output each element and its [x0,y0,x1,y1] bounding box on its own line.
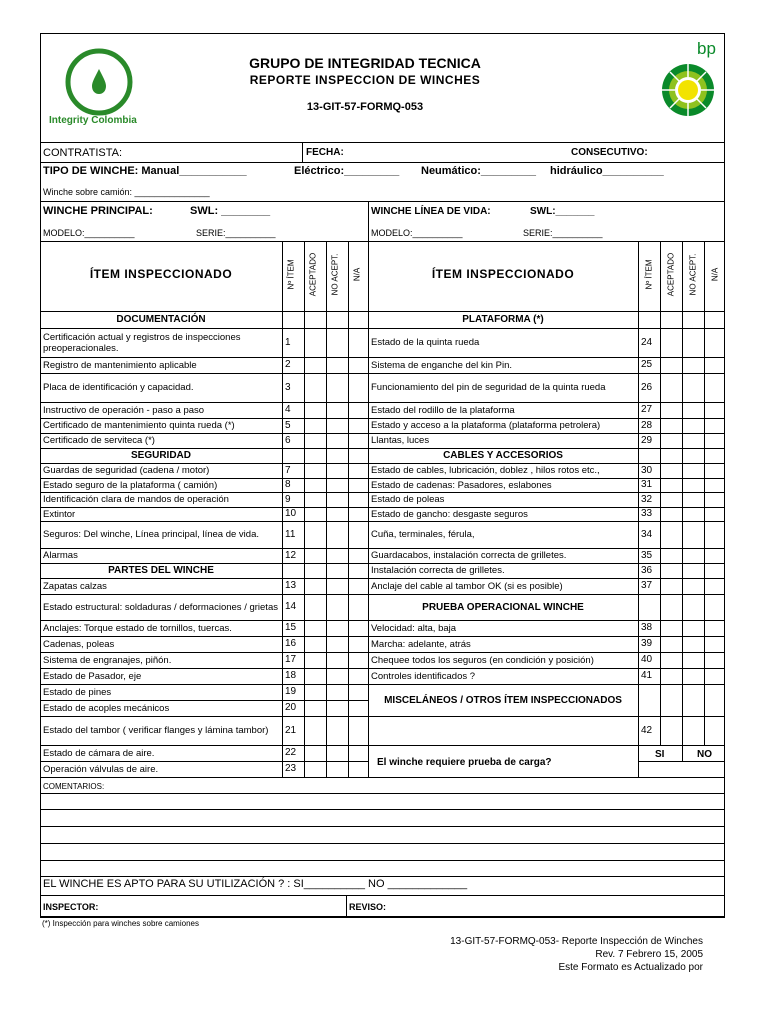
left-checkbox-aceptado[interactable] [305,329,326,357]
left-checkbox-no-aceptado[interactable] [327,701,348,716]
left-item-number: 3 [285,381,291,393]
left-checkbox-na[interactable] [349,403,368,418]
swl-right: SWL:_______ [530,206,595,217]
report-title: REPORTE INSPECCION DE WINCHES [249,73,481,87]
right-checkbox-na[interactable] [705,464,725,478]
right-checkbox-na[interactable] [705,419,725,433]
right-checkbox-aceptado[interactable] [661,549,682,563]
left-item-number: 22 [285,747,297,758]
left-item-number: 14 [285,601,297,612]
left-checkbox-na[interactable] [349,637,368,652]
left-checkbox-no-aceptado[interactable] [327,493,348,507]
right-checkbox-na[interactable] [705,493,725,507]
left-checkbox-no-aceptado[interactable] [327,464,348,478]
right-section-heading: CABLES Y ACCESORIOS [443,450,563,461]
left-checkbox-aceptado[interactable] [305,579,326,594]
left-item-number: 12 [285,549,297,561]
left-checkbox-no-aceptado[interactable] [327,579,348,594]
left-checkbox-na[interactable] [349,746,368,761]
left-item-text: Extintor [43,508,76,520]
right-checkbox-aceptado[interactable] [661,637,682,652]
left-checkbox-aceptado[interactable] [305,746,326,761]
na-header-left: N/A [352,267,362,282]
left-item-number: 10 [285,508,297,519]
right-item-number: 31 [641,479,653,490]
left-section-heading: DOCUMENTACIÓN [116,314,206,325]
right-item-number: 34 [641,528,653,540]
left-checkbox-na[interactable] [349,549,368,563]
integrity-logo [47,45,152,129]
right-checkbox-no-aceptado[interactable] [683,564,704,578]
right-checkbox-no-aceptado[interactable] [683,508,704,521]
right-checkbox-aceptado[interactable] [661,669,682,684]
left-checkbox-no-aceptado[interactable] [327,717,348,745]
right-item-number: 40 [641,654,653,665]
winche-linea-vida: WINCHE LÍNEA DE VIDA: [371,206,491,217]
right-item-text: Estado de gancho: desgaste seguros [371,508,528,520]
inspector-label: INSPECTOR: [43,902,99,912]
right-checkbox-aceptado[interactable] [661,522,682,548]
right-item-text: Estado de cadenas: Pasadores, eslabones [371,479,552,491]
noacept-header-left: NO ACEPT. [330,253,340,296]
left-checkbox-na[interactable] [349,374,368,402]
right-checkbox-no-aceptado[interactable] [683,579,704,594]
right-checkbox-aceptado[interactable] [661,479,682,492]
right-checkbox-na[interactable] [705,549,725,563]
right-item-text: Funcionamiento del pin de seguridad de la quinta rueda [371,382,606,393]
left-checkbox-na[interactable] [349,653,368,668]
noacept-header-right: NO ACEPT. [688,253,698,296]
right-item-number: 33 [641,508,653,519]
right-checkbox-aceptado[interactable] [661,403,682,418]
right-section-heading: PRUEBA OPERACIONAL WINCHE [422,601,584,613]
right-checkbox-na[interactable] [705,329,725,357]
right-checkbox-na[interactable] [705,579,725,594]
left-item-number: 13 [285,580,297,591]
left-checkbox-no-aceptado[interactable] [327,653,348,668]
form-code: 13-GIT-57-FORMQ-053 [306,101,424,113]
left-checkbox-no-aceptado[interactable] [327,374,348,402]
left-checkbox-aceptado[interactable] [305,701,326,716]
right-checkbox-aceptado[interactable] [661,564,682,578]
fecha-label: FECHA: [306,147,344,158]
left-checkbox-na[interactable] [349,595,368,620]
right-checkbox-na[interactable] [705,434,725,448]
right-checkbox-na[interactable] [705,508,725,521]
left-item-number: 5 [285,419,291,431]
left-checkbox-aceptado[interactable] [305,479,326,492]
prueba-carga-question: El winche requiere prueba de carga? [377,757,552,768]
right-item-text: Sistema de enganche del kin Pin. [371,359,513,371]
left-item-text: Estado de pines [43,686,112,698]
right-item-text: Estado de poleas [371,494,445,505]
right-checkbox-na[interactable] [705,717,725,745]
left-item-text: Anclajes: Torque estado de tornillos, tuercas. [43,622,232,634]
left-item-number: 2 [285,359,291,370]
item-header-left: ÍTEM INSPECCIONADO [89,267,233,281]
modelo-right: MODELO:__________ [371,228,463,238]
right-item-number: 35 [641,549,653,561]
left-checkbox-na[interactable] [349,358,368,373]
left-item-number: 7 [285,464,291,476]
right-item-number: 24 [641,336,653,348]
right-item-number: 25 [641,359,653,370]
left-item-text: Sistema de engranajes, piñón. [43,654,172,666]
tipo-hidraulico: hidráulico__________ [550,165,664,177]
left-checkbox-no-aceptado[interactable] [327,746,348,761]
right-checkbox-no-aceptado[interactable] [683,374,704,402]
left-checkbox-no-aceptado[interactable] [327,762,348,777]
right-item-text: Estado del rodillo de la plataforma [371,404,515,416]
left-item-text: Seguros: Del winche, Línea principal, línea de vida. [43,529,259,540]
num-header-right: Nº ÍTEM [644,259,654,290]
right-item-number: 32 [641,493,653,505]
right-item-text: Chequee todos los seguros (en condición y posición) [371,654,594,666]
right-checkbox-na[interactable] [705,403,725,418]
winche-principal: WINCHE PRINCIPAL: [43,205,153,217]
right-section-heading: MISCELÁNEOS / OTROS ÍTEM INSPECCIONADOS [384,694,622,706]
reviso-label: REVISO: [349,902,387,912]
left-item-text: Certificado de mantenimiento quinta rueda (*) [43,420,235,431]
right-checkbox-no-aceptado[interactable] [683,329,704,357]
right-checkbox-aceptado[interactable] [661,358,682,373]
company-title: GRUPO DE INTEGRIDAD TECNICA [249,55,481,71]
left-item-text: Guardas de seguridad (cadena / motor) [43,465,210,476]
right-section-heading: PLATAFORMA (*) [462,314,544,325]
left-item-number: 9 [285,493,291,505]
right-checkbox-no-aceptado[interactable] [683,358,704,373]
left-checkbox-aceptado[interactable] [305,419,326,433]
left-checkbox-no-aceptado[interactable] [327,434,348,448]
right-item-number: 36 [641,564,653,576]
left-checkbox-aceptado[interactable] [305,522,326,548]
left-checkbox-aceptado[interactable] [305,434,326,448]
left-checkbox-na[interactable] [349,464,368,478]
winche-camion: Winche sobre camión: _______________ [43,187,210,197]
left-item-text: Certificación actual y registros de inspecciones preoperacionales. [43,331,241,354]
right-checkbox-aceptado[interactable] [661,579,682,594]
left-checkbox-na[interactable] [349,479,368,492]
left-checkbox-aceptado[interactable] [305,508,326,521]
serie-right: SERIE:__________ [523,228,603,238]
left-checkbox-na[interactable] [349,493,368,507]
left-item-text: Alarmas [43,550,78,561]
left-item-text: Certificado de serviteca (*) [43,435,155,446]
left-checkbox-aceptado[interactable] [305,653,326,668]
right-item-text: Cuña, terminales, férula, [371,529,475,540]
right-item-text [371,717,635,744]
left-item-number: 17 [285,654,297,665]
right-checkbox-aceptado[interactable] [661,621,682,636]
left-item-text: Estado seguro de la plataforma ( camión) [43,479,218,491]
modelo-left: MODELO:__________ [43,228,135,238]
right-checkbox-na[interactable] [705,637,725,652]
left-section-heading: SEGURIDAD [130,450,191,461]
left-checkbox-na[interactable] [349,434,368,448]
left-checkbox-aceptado[interactable] [305,358,326,373]
right-item-text: Marcha: adelante, atrás [371,638,471,650]
left-checkbox-no-aceptado[interactable] [327,595,348,620]
right-item-number: 26 [641,381,653,393]
right-checkbox-na[interactable] [705,653,725,668]
left-checkbox-aceptado[interactable] [305,621,326,636]
tipo-electrico: Eléctrico:_________ [294,165,400,177]
right-checkbox-na[interactable] [705,669,725,684]
right-item-text: Estado y acceso a la plataforma (plataforma petrolera) [371,420,601,431]
left-checkbox-na[interactable] [349,508,368,521]
right-item-text: Anclaje del cable al tambor OK (si es posible) [371,580,563,592]
right-checkbox-no-aceptado[interactable] [683,403,704,418]
left-checkbox-aceptado[interactable] [305,595,326,620]
left-checkbox-na[interactable] [349,717,368,745]
right-checkbox-no-aceptado[interactable] [683,549,704,563]
left-item-text: Estado de Pasador, eje [43,670,142,682]
left-checkbox-no-aceptado[interactable] [327,685,348,700]
left-item-number: 15 [285,622,297,633]
left-checkbox-na[interactable] [349,685,368,700]
right-item-number: 29 [641,434,653,446]
apto-line: EL WINCHE ES APTO PARA SU UTILIZACIÓN ? : SI__________ NO _____________ [43,878,468,890]
bp-logo [655,38,725,120]
right-item-number: 41 [641,670,653,681]
right-checkbox-no-aceptado[interactable] [683,669,704,684]
left-checkbox-no-aceptado[interactable] [327,549,348,563]
right-checkbox-na[interactable] [705,479,725,492]
left-item-text: Placa de identificación y capacidad. [43,382,194,393]
left-item-text: Estado del tambor ( verificar flanges y lámina tambor) [43,725,269,736]
right-item-number: 30 [641,464,653,476]
right-checkbox-no-aceptado[interactable] [683,434,704,448]
comentarios-label: COMENTARIOS: [43,782,105,791]
left-checkbox-na[interactable] [349,329,368,357]
right-checkbox-no-aceptado[interactable] [683,479,704,492]
left-item-text: Cadenas, poleas [43,638,115,650]
right-item-number: 27 [641,404,653,415]
consecutivo-label: CONSECUTIVO: [571,147,648,158]
right-item-text: Velocidad: alta, baja [371,622,457,634]
left-checkbox-aceptado[interactable] [305,403,326,418]
left-checkbox-na[interactable] [349,579,368,594]
left-checkbox-no-aceptado[interactable] [327,329,348,357]
left-item-number: 4 [285,404,291,415]
left-item-text: Identificación clara de mandos de operación [43,494,229,505]
integrity-logo-text: Integrity Colombia [49,115,137,126]
right-checkbox-no-aceptado[interactable] [683,621,704,636]
footnote: (*) Inspección para winches sobre camiones [42,919,199,928]
left-item-text: Instructivo de operación - paso a paso [43,404,205,416]
aceptado-header-left: ACEPTADO [308,252,318,297]
right-item-number: 37 [641,580,653,591]
right-checkbox-na[interactable] [705,522,725,548]
right-item-text: Guardacabos, instalación correcta de grilletes. [371,550,567,561]
right-item-text: Llantas, luces [371,435,430,446]
right-checkbox-na[interactable] [705,564,725,578]
left-checkbox-aceptado[interactable] [305,669,326,684]
left-checkbox-aceptado[interactable] [305,685,326,700]
left-item-text: Registro de mantenimiento aplicable [43,359,197,371]
right-checkbox-na[interactable] [705,358,725,373]
prueba-si: SI [655,749,665,760]
left-checkbox-no-aceptado[interactable] [327,637,348,652]
right-checkbox-no-aceptado[interactable] [683,717,704,745]
left-checkbox-no-aceptado[interactable] [327,522,348,548]
right-checkbox-no-aceptado[interactable] [683,464,704,478]
left-item-number: 1 [285,336,291,348]
right-checkbox-no-aceptado[interactable] [683,493,704,507]
left-checkbox-na[interactable] [349,669,368,684]
left-item-number: 6 [285,434,291,446]
right-checkbox-na[interactable] [705,621,725,636]
left-checkbox-na[interactable] [349,762,368,777]
right-checkbox-na[interactable] [705,374,725,402]
right-checkbox-no-aceptado[interactable] [683,419,704,433]
doc-revision: Rev. 7 Febrero 15, 2005 [595,949,703,960]
left-checkbox-aceptado[interactable] [305,762,326,777]
left-item-number: 20 [285,702,297,713]
right-item-number: 42 [641,724,653,736]
bp-logo-text: bp [697,39,716,58]
right-item-number: 39 [641,638,653,649]
left-checkbox-na[interactable] [349,701,368,716]
prueba-no: NO [697,749,712,760]
left-item-text: Estado de acoples mecánicos [43,702,170,714]
item-header-right: ÍTEM INSPECCIONADO [431,267,575,281]
swl-left: SWL: ________ [190,205,271,217]
doc-reference: 13-GIT-57-FORMQ-053- Reporte Inspección de Winches [450,936,703,947]
left-section-heading: PARTES DEL WINCHE [108,565,214,576]
left-item-text: Estado estructural: soldaduras / deformaciones / grietas [43,601,278,613]
left-checkbox-na[interactable] [349,419,368,433]
left-checkbox-no-aceptado[interactable] [327,508,348,521]
left-item-number: 19 [285,686,297,697]
right-checkbox-aceptado[interactable] [661,419,682,433]
left-checkbox-no-aceptado[interactable] [327,621,348,636]
left-item-text: Estado de cámara de aire. [43,747,155,759]
num-header-left: Nº ÍTEM [286,259,296,290]
right-checkbox-aceptado[interactable] [661,508,682,521]
right-checkbox-aceptado[interactable] [661,653,682,668]
left-checkbox-aceptado[interactable] [305,549,326,563]
left-checkbox-aceptado[interactable] [305,464,326,478]
na-header-right: N/A [710,267,720,282]
left-checkbox-aceptado[interactable] [305,493,326,507]
right-checkbox-aceptado[interactable] [661,434,682,448]
right-item-text: Estado de la quinta rueda [371,337,480,348]
left-item-number: 18 [285,670,297,681]
left-item-number: 11 [285,528,296,540]
left-checkbox-aceptado[interactable] [305,637,326,652]
right-item-text: Estado de cables, lubricación, doblez , hilos rotos etc., [371,465,600,476]
right-checkbox-aceptado[interactable] [661,464,682,478]
left-item-number: 23 [285,763,297,774]
left-item-text: Operación válvulas de aire. [43,763,159,775]
left-checkbox-no-aceptado[interactable] [327,669,348,684]
left-checkbox-no-aceptado[interactable] [327,419,348,433]
left-checkbox-no-aceptado[interactable] [327,479,348,492]
right-checkbox-aceptado[interactable] [661,374,682,402]
left-checkbox-na[interactable] [349,522,368,548]
right-checkbox-aceptado[interactable] [661,717,682,745]
right-checkbox-no-aceptado[interactable] [683,653,704,668]
left-item-number: 21 [285,724,297,736]
tipo-neumatico: Neumático:_________ [421,165,536,177]
right-item-number: 28 [641,419,653,431]
tipo-winche: TIPO DE WINCHE: Manual___________ [43,165,247,177]
right-checkbox-no-aceptado[interactable] [683,637,704,652]
left-checkbox-na[interactable] [349,621,368,636]
left-item-number: 16 [285,638,297,649]
left-checkbox-no-aceptado[interactable] [327,358,348,373]
serie-left: SERIE:__________ [196,228,276,238]
contratista-label: CONTRATISTA: [43,147,123,159]
left-checkbox-aceptado[interactable] [305,374,326,402]
right-item-text: Instalación correcta de grilletes. [371,565,505,576]
left-item-number: 8 [285,479,291,490]
aceptado-header-right: ACEPTADO [666,252,676,297]
doc-update-note: Este Formato es Actualizado por [558,962,703,973]
right-checkbox-aceptado[interactable] [661,493,682,507]
right-checkbox-aceptado[interactable] [661,329,682,357]
left-item-text: Zapatas calzas [43,580,107,592]
right-item-number: 38 [641,622,653,633]
right-checkbox-no-aceptado[interactable] [683,522,704,548]
right-item-text: Controles identificados ? [371,670,476,682]
left-checkbox-aceptado[interactable] [305,717,326,745]
left-checkbox-no-aceptado[interactable] [327,403,348,418]
